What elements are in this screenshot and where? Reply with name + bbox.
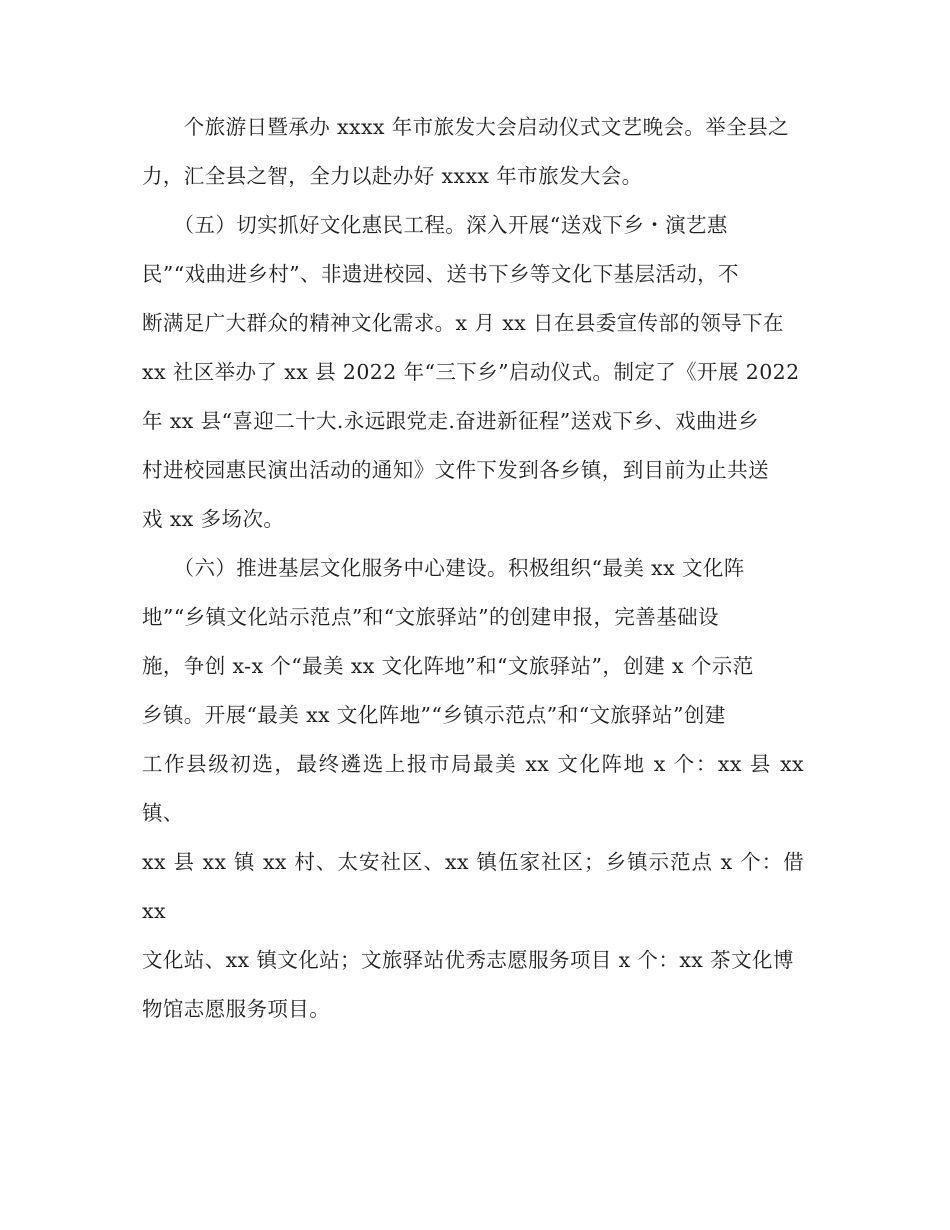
paragraph-tourism-gala: 个旅游日暨承办 xxxx 年市旅发大会启动仪式文艺晚会。举全县之 力，汇全县之智，全力以赴办好 xxxx 年市旅发大会。 [142,115,789,188]
paragraph-grassroots-culture-center: （六）推进基层文化服务中心建设。积极组织“最美 xx 文化阵 地”“乡镇文化站示范点”和“文旅驿站”的创建申报，完善基础设 施，争创 x-x 个“最美 xx 文化阵地”和“文旅驿站”，创建 x 个示范 乡镇。开展“最美 xx 文化阵地”“乡镇示范点”和“文旅驿站”创建 工作县级初选，最终遴选上报市局最美 xx 文化阵地 x 个：xx 县 xx 镇、 xx 县 xx 镇 xx 村、太安社区、xx 镇伍家社区；乡镇示范点 x 个：借 xx 文化站、xx 镇文化站；文旅驿站优秀志愿服务项目 x 个：xx 茶文化博 物馆志愿服务项目。 [142,556,804,1021]
paragraph-cultural-benefit-project: （五）切实抓好文化惠民工程。深入开展“送戏下乡・演艺惠 民”“戏曲进乡村”、非遗进校园、送书下乡等文化下基层活动，不 断满足广大群众的精神文化需求。x 月 xx 日在县委宣传部的领导下在 xx 社区举办了 xx 县 2022 年“三下乡”启动仪式。制定了《开展 2022 年 xx 县“喜迎二十大.永远跟党走.奋进新征程”送戏下乡、戏曲进乡 村进校园惠民演出活动的通知》文件下发到各乡镇，到目前为止共送 戏 xx 多场次。 [142,213,800,531]
document-body [142,103,804,1034]
